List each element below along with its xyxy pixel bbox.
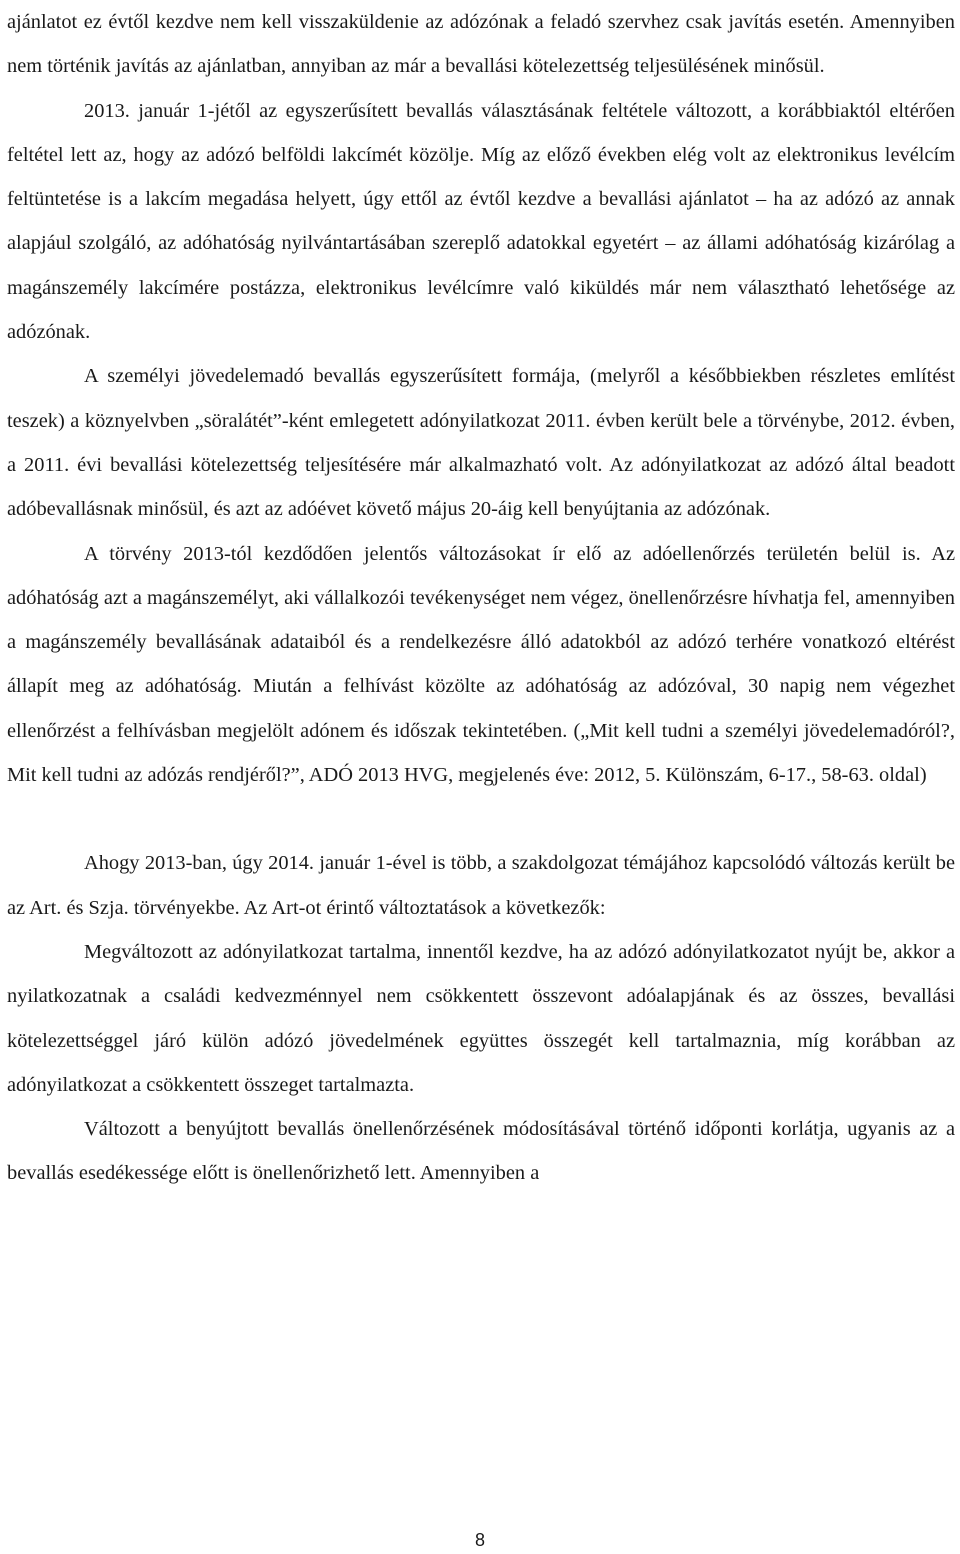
document-page bbox=[7, 0, 955, 1196]
paragraph-2: 2013. január 1-jétől az egyszerűsített bevallás választásának feltétele változott, a korábbiaktól eltérően feltétel lett az, hogy az adózó belföldi lakcímét közölje. Míg az előző években elég volt az elektronikus levélcím feltüntetése is a lakcím megadása helyett, úgy ettől az évtől kezdve a bevallási ajánlatot – ha az adózó az annak alapjául szolgáló, az adóhatóság nyilvántartásában szereplő adatokkal egyetért – az állami adóhatóság kizárólag a magánszemély lakcímére postázza, elektronikus levélcímre való kiküldés már nem választható lehetősége az adózónak. bbox=[7, 99, 955, 344]
page-number: 8 bbox=[474, 1530, 485, 1550]
paragraph-4: A törvény 2013-tól kezdődően jelentős változásokat ír elő az adóellenőrzés területén belül is. Az adóhatóság azt a magánszemélyt, aki vállalkozói tevékenységet nem végez, önellenőrzésre hívhatja fel, amennyiben a magánszemély bevallásának adataiból és a rendelkezésre álló adatokból az adózó terhére vonatkozó eltérést állapít meg az adóhatóság. Miután a felhívást közölte az adóhatóság az adózóval, 30 napig nem végezhet ellenőrzést a felhívásban megjelölt adónem és időszak tekintetében. („Mit kell tudni a személyi jövedelemadóról?, Mit kell tudni az adózás rendjéről?”, ADÓ 2013 HVG, megjelenés éve: 2012, 5. Különszám, 6-17., 58-63. oldal) bbox=[7, 542, 955, 787]
paragraph-5: Ahogy 2013-ban, úgy 2014. január 1-ével is több, a szakdolgozat témájához kapcsolódó változás került be az Art. és Szja. törvényekbe. Az Art-ot érintő változtatások a következők: bbox=[7, 852, 955, 919]
paragraph-7: Változott a benyújtott bevallás önellenőrzésének módosításával történő időponti korlátja, ugyanis az a bevallás esedékessége előtt is önellenőrizhető lett. Amennyiben a bbox=[7, 1118, 955, 1185]
paragraph-spacer bbox=[7, 797, 955, 841]
paragraph-6: Megváltozott az adónyilatkozat tartalma, innentől kezdve, ha az adózó adónyilatkozatot nyújt be, akkor a nyilatkozatnak a családi kedvezménnyel nem csökkentett összevont adóalapjának és az összes, bevallási kötelezettséggel járó külön adózó jövedelmének együttes összegét kell tartalmaznia, míg korábban az adónyilatkozat a csökkentett összeget tartalmazta. bbox=[7, 940, 955, 1096]
paragraph-1: ajánlatot ez évtől kezdve nem kell visszaküldenie az adózónak a feladó szervhez csak javítás esetén. Amennyiben nem történik javítás az ajánlatban, annyiban az már a bevallási kötelezettség teljesülésének minősül. bbox=[7, 11, 955, 78]
paragraph-3: A személyi jövedelemadó bevallás egyszerűsített formája, (melyről a későbbiekben részletes említést teszek) a köznyelvben „söralátét”-ként emlegetett adónyilatkozat 2011. évben került bele a törvénybe, 2012. évben, a 2011. évi bevallási kötelezettség teljesítésére már alkalmazható volt. Az adónyilatkozat az adózó által beadott adóbevallásnak minősül, és azt az adóévet követő május 20-áig kell benyújtania az adózónak. bbox=[7, 365, 955, 521]
